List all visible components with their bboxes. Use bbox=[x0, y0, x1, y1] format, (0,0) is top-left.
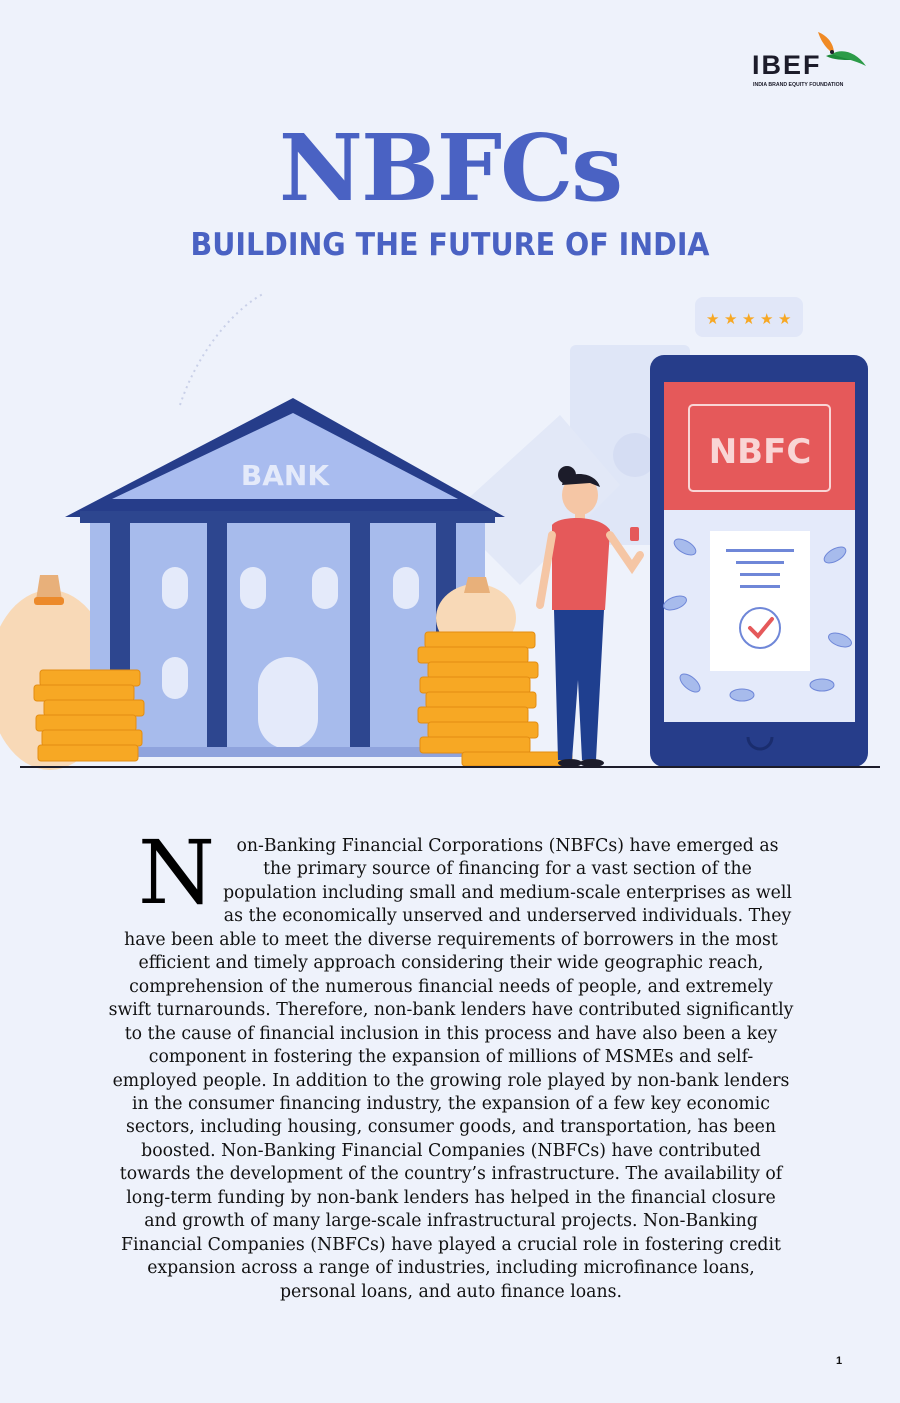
svg-text:★: ★ bbox=[706, 310, 720, 328]
rating-badge bbox=[695, 297, 803, 337]
svg-text:★: ★ bbox=[760, 310, 774, 328]
svg-text:★: ★ bbox=[742, 310, 756, 328]
page-number: 1 bbox=[836, 1355, 843, 1367]
phone-device bbox=[650, 355, 868, 767]
svg-text:★: ★ bbox=[778, 310, 792, 328]
nbfc-illustration bbox=[0, 285, 900, 775]
page-title: NBFCs bbox=[278, 114, 622, 222]
logo-wordmark: IBEF bbox=[752, 50, 822, 80]
bank-sign: BANK bbox=[240, 459, 330, 492]
article-body bbox=[108, 821, 794, 1304]
ibef-logo bbox=[752, 30, 870, 92]
bird-logo-icon bbox=[812, 30, 870, 76]
ground-line bbox=[20, 766, 880, 768]
coin-stack-center bbox=[418, 632, 572, 766]
coin-stack-left bbox=[34, 670, 144, 761]
svg-text:★: ★ bbox=[724, 310, 738, 328]
drop-cap: N bbox=[138, 821, 215, 924]
page-subtitle: BUILDING THE FUTURE OF INDIA bbox=[190, 227, 710, 263]
logo-tagline: INDIA BRAND EQUITY FOUNDATION bbox=[753, 82, 844, 88]
star-icon bbox=[706, 310, 791, 328]
phone-banner: NBFC bbox=[708, 432, 812, 472]
article-text: on-Banking Financial Corporations (NBFCs) have emerged as the primary source of financing for a vast section of the population including small and medium-scale enterprises as well as the economically unserved and underserved individuals. They have been able to meet the diverse requirements of borrowers in the most efficient and timely approach considering their wide geographic reach, comprehension of the numerous financial needs of people, and extremely swift turnarounds. Therefore, non-bank lenders have contributed significantly to the cause of financial inclusion in this process and have also been a key component in fostering the expansion of millions of MSMEs and self-employed people. In addition to the growing role played by non-bank lenders in the consumer financing industry, the expansion of a few key economic sectors, including housing, consumer goods, and transportation, has been boosted. Non-Banking Financial Companies (NBFCs) have contributed towards the development of the country’s infrastructure. The availability of long-term funding by non-bank lenders has helped in the financial closure and growth of many large-scale infrastructural projects. Non-Banking Financial Companies (NBFCs) have played a crucial role in fostering credit expansion across a range of industries, including microfinance loans, personal loans, and auto finance loans. bbox=[108, 836, 794, 1302]
